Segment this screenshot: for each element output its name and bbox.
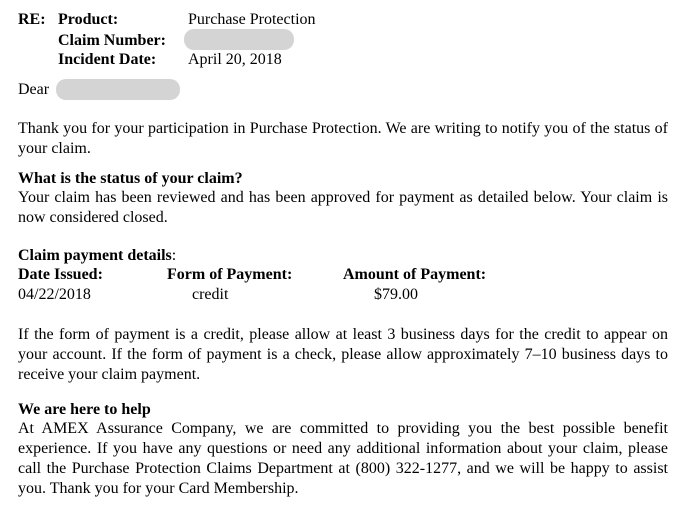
incident-date-value: April 20, 2018 <box>188 51 282 68</box>
help-heading: We are here to help <box>18 401 151 418</box>
date-issued-value: 04/22/2018 <box>18 286 91 303</box>
payment-details-heading: Claim payment details <box>18 247 172 264</box>
payment-details-colon: : <box>171 247 177 264</box>
claim-number-label: Claim Number: <box>58 32 166 49</box>
recipient-name-redaction <box>56 79 180 100</box>
payment-note-paragraph: If the form of payment is a credit, please allow at least 3 business days for the credit to appear on your account. If the form of payment is a check, please allow approximately 7–10 business days to receive your claim payment. <box>18 326 668 383</box>
incident-date-label: Incident Date: <box>58 51 157 68</box>
form-of-payment-value: credit <box>192 286 229 303</box>
salutation: Dear <box>18 81 50 98</box>
intro-paragraph: Thank you for your participation in Purchase Protection. We are writing to notify you of the status of your claim. <box>18 120 668 157</box>
status-heading: What is the status of your claim? <box>18 170 243 187</box>
claim-number-redaction <box>184 29 294 50</box>
date-issued-label: Date Issued: <box>18 266 103 283</box>
amount-of-payment-label: Amount of Payment: <box>343 266 487 283</box>
product-label: Product: <box>58 11 119 28</box>
product-value: Purchase Protection <box>188 11 316 28</box>
help-body: At AMEX Assurance Company, we are committed to providing you the best possible benefit experience. If you have any questions or need any additional information about your claim, please call the Purchase Protection Claims Department at (800) 322-1277, and we will be happy to assist you. Thank you for your Card Membership. <box>18 420 668 497</box>
payment-details-heading-wrap <box>18 246 176 266</box>
status-body: Your claim has been reviewed and has been approved for payment as detailed below. Your claim is now considered closed. <box>18 189 668 226</box>
amount-of-payment-value: $79.00 <box>374 286 418 303</box>
form-of-payment-label: Form of Payment: <box>167 266 293 283</box>
re-label: RE: <box>18 11 46 28</box>
